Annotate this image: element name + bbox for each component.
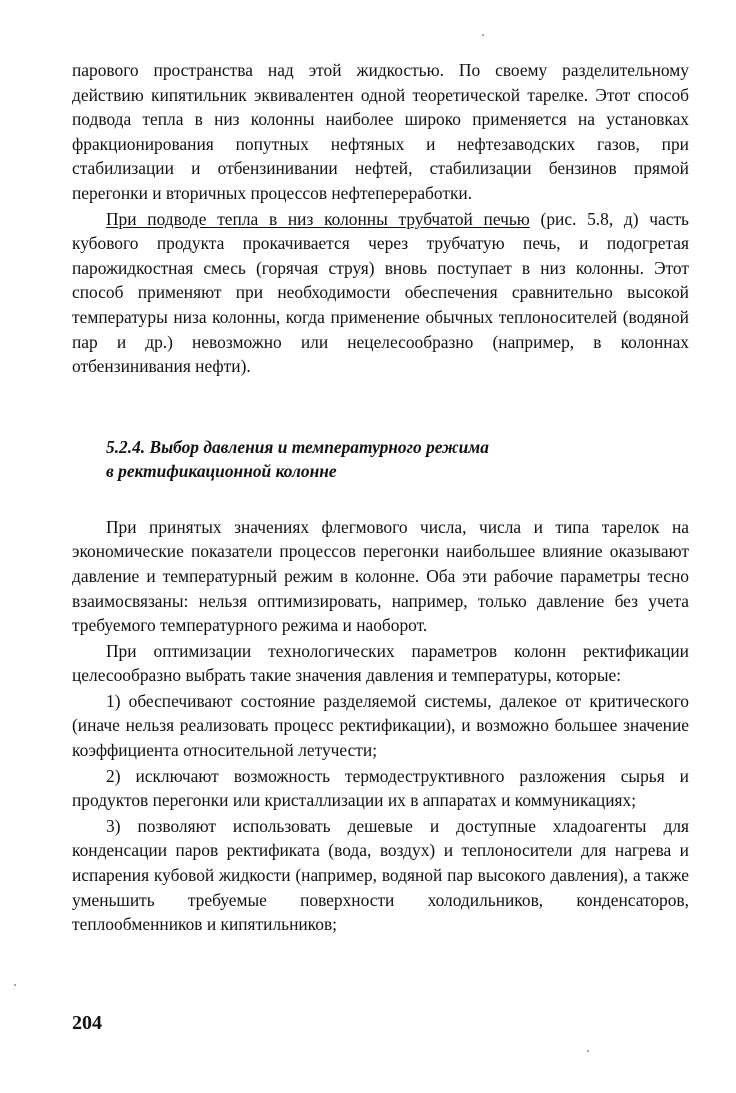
section-heading <box>72 435 689 483</box>
underlined-phrase: При подводе тепла в низ колонны трубчатой печью <box>106 208 530 229</box>
list-item-3: 3) позволяют использовать дешевые и доступные хладоагенты для конденсации паров ректификата (вода, воздух) и теплоносители для нагрева и испарения кубовой жидкости (например, водяной пар высокого давления), а также уменьшить требуемые поверхности холодильников, конденсаторов, теплообменников и кипятильников; <box>72 815 689 935</box>
list-item-2: 2) исключают возможность термодеструктивного разложения сырья и продуктов перегонки или кристаллизации их в аппаратах и коммуникациях; <box>72 765 689 811</box>
scan-speck <box>587 1050 589 1052</box>
section-heading-line1: 5.2.4. Выбор давления и температурного режима <box>106 436 489 457</box>
paragraph-furnace-heating <box>72 207 689 379</box>
page-body <box>72 58 689 937</box>
scan-speck <box>482 34 484 36</box>
paragraph-continuation: парового пространства над этой жидкостью. По своему разделительному действию кипятильник эквивалентен одной теоретической тарелке. Этот способ подвода тепла в низ колонны наиболее широко применяется на установках фракционирования попутных нефтяных и нефтезаводских газов, при стабилизации и отбензинивании нефтей, стабилизации бензинов прямой перегонки и вторичных процессов нефтепереработки. <box>72 60 689 203</box>
list-item-1: 1) обеспечивают состояние разделяемой системы, далекое от критического (иначе нельзя реализовать процесс ректификации), и возможно большее значение коэффициента относительной летучести; <box>72 690 689 761</box>
scan-speck <box>14 984 16 986</box>
paragraph-pressure-temperature: При принятых значениях флегмового числа, числа и типа тарелок на экономические показатели процессов перегонки наибольшее влияние оказывают давление и температурный режим в колонне. Оба эти рабочие параметры тесно взаимосвязаны: нельзя оптимизировать, например, только давление без учета требуемого температурного режима и наоборот. <box>72 516 689 636</box>
paragraph-furnace-heating-rest: (рис. 5.8, д) часть кубового продукта прокачивается через трубчатую печь, и подогретая парожидкостная смесь (горячая струя) вновь поступает в низ колонны. Этот способ применяют при необходимости обеспечения сравнительно высокой температуры низа колонны, когда применение обычных теплоносителей (водяной пар и др.) невозможно или нецелесообразно (например, в колоннах отбензинивания нефти). <box>72 208 689 377</box>
paragraph-optimization: При оптимизации технологических параметров колонн ректификации целесообразно выбрать такие значения давления и температуры, которые: <box>72 640 689 686</box>
page-number: 204 <box>72 1012 102 1034</box>
section-heading-line2: в ректификационной колонне <box>106 460 337 481</box>
